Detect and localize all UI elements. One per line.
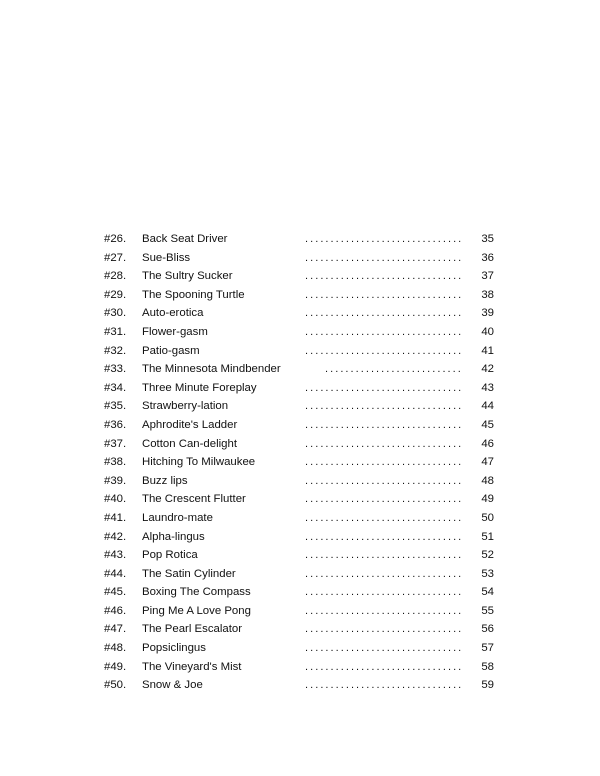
entry-number: #50. (104, 679, 127, 692)
page-number: 59 (481, 679, 494, 692)
dot-leader: ............................... (305, 456, 464, 469)
dot-leader: ............................... (305, 604, 464, 617)
page-number: 56 (481, 623, 494, 636)
dot-leader: ............................... (305, 307, 464, 320)
entry-number: #39. (104, 474, 127, 487)
entry-title: Pop Rotica (142, 549, 198, 562)
entry-number: #42. (104, 530, 127, 543)
dot-leader: ............................... (305, 288, 464, 301)
toc-entry (104, 360, 504, 379)
page-number: 40 (481, 325, 494, 338)
toc-entry (104, 565, 504, 584)
entry-number: #41. (104, 511, 127, 524)
page-number: 39 (481, 307, 494, 320)
entry-number: #38. (104, 456, 127, 469)
dot-leader: ............................... (305, 586, 464, 599)
toc-entry (104, 583, 504, 602)
page-number: 52 (481, 549, 494, 562)
dot-leader: ............................... (305, 270, 464, 283)
entry-number: #46. (104, 604, 127, 617)
entry-title: The Crescent Flutter (142, 493, 246, 506)
dot-leader: ............................... (305, 642, 464, 655)
entry-title: Laundro-mate (142, 511, 213, 524)
entry-number: #48. (104, 642, 127, 655)
entry-number: #37. (104, 437, 127, 450)
toc-entry (104, 267, 504, 286)
dot-leader: ............................... (305, 437, 464, 450)
entry-title: Alpha-lingus (142, 530, 205, 543)
entry-title: The Spooning Turtle (142, 288, 245, 301)
entry-number: #31. (104, 325, 127, 338)
toc-entry (104, 435, 504, 454)
entry-number: #45. (104, 586, 127, 599)
toc-entry (104, 397, 504, 416)
entry-title: Boxing The Compass (142, 586, 251, 599)
page-number: 41 (481, 344, 494, 357)
dot-leader: ............................... (305, 549, 464, 562)
entry-title: The Pearl Escalator (142, 623, 243, 636)
toc-entry (104, 658, 504, 677)
dot-leader: ............................... (305, 511, 464, 524)
dot-leader: ............................... (305, 567, 464, 580)
toc-entry (104, 304, 504, 323)
page-number: 50 (481, 511, 494, 524)
dot-leader: ............................... (305, 400, 464, 413)
entry-title: Sue-Bliss (142, 251, 191, 264)
toc-entry (104, 509, 504, 528)
page-number: 58 (481, 660, 494, 673)
entry-title: Aphrodite's Ladder (142, 418, 238, 431)
toc-entry (104, 453, 504, 472)
toc-entry (104, 490, 504, 509)
dot-leader: ............................... (305, 474, 464, 487)
entry-number: #27. (104, 251, 127, 264)
page-number: 49 (481, 493, 494, 506)
toc-entry (104, 230, 504, 249)
toc-entry (104, 620, 504, 639)
dot-leader: ............................... (305, 344, 464, 357)
entry-title: Auto-erotica (142, 307, 204, 320)
entry-number: #36. (104, 418, 127, 431)
page-number: 57 (481, 642, 494, 655)
page-number: 53 (481, 567, 494, 580)
entry-number: #34. (104, 381, 127, 394)
page-number: 38 (481, 288, 494, 301)
page-number: 36 (481, 251, 494, 264)
entry-title: Back Seat Driver (142, 233, 228, 245)
entry-number: #29. (104, 288, 127, 301)
table-of-contents (104, 230, 504, 695)
page-number: 48 (481, 474, 494, 487)
entry-number: #43. (104, 549, 127, 562)
entry-title: Popsiclingus (142, 642, 206, 655)
entry-title: The Vineyard's Mist (142, 660, 242, 673)
page-number: 44 (481, 400, 494, 413)
toc-entry (104, 286, 504, 305)
toc-entry (104, 323, 504, 342)
entry-number: #32. (104, 344, 127, 357)
dot-leader: ............................... (305, 623, 464, 636)
dot-leader: ............................... (305, 493, 464, 506)
toc-entry (104, 639, 504, 658)
entry-title: Three Minute Foreplay (142, 381, 257, 394)
entry-title: Ping Me A Love Pong (142, 604, 251, 617)
entry-title: Flower-gasm (142, 325, 208, 338)
toc-entry (104, 602, 504, 621)
entry-number: #28. (104, 270, 127, 283)
entry-number: #47. (104, 623, 127, 636)
page-number: 42 (481, 363, 494, 376)
page-number: 46 (481, 437, 494, 450)
entry-title: The Minnesota Mindbender (142, 363, 281, 376)
toc-entry (104, 528, 504, 547)
entry-number: #44. (104, 567, 127, 580)
dot-leader: ............................... (305, 418, 464, 431)
dot-leader: ............................... (305, 530, 464, 543)
toc-entry (104, 342, 504, 361)
dot-leader: ............................... (305, 660, 464, 673)
page-number: 37 (481, 270, 494, 283)
entry-number: #35. (104, 400, 127, 413)
dot-leader: ............................... (305, 251, 464, 264)
entry-title: Snow & Joe (142, 679, 203, 692)
toc-entry (104, 472, 504, 491)
entry-title: Cotton Can-delight (142, 437, 237, 450)
dot-leader: ........................... (325, 363, 463, 376)
entry-title: The Sultry Sucker (142, 270, 233, 283)
entry-number: #49. (104, 660, 127, 673)
entry-number: #30. (104, 307, 127, 320)
page-number: 54 (481, 586, 494, 599)
entry-title: Buzz lips (142, 474, 188, 487)
dot-leader: ............................... (305, 679, 464, 692)
dot-leader: ............................... (305, 325, 464, 338)
toc-entry (104, 249, 504, 268)
toc-entry (104, 676, 504, 695)
toc-entry (104, 379, 504, 398)
entry-title: The Satin Cylinder (142, 567, 236, 580)
page-number: 51 (481, 530, 494, 543)
page-number: 43 (481, 381, 494, 394)
entry-title: Patio-gasm (142, 344, 200, 357)
page-number: 47 (481, 456, 494, 469)
entry-number: #33. (104, 363, 127, 376)
toc-entry (104, 546, 504, 565)
entry-number: #40. (104, 493, 127, 506)
dot-leader: ............................... (305, 381, 464, 394)
entry-number: #26. (104, 233, 127, 245)
page-number: 55 (481, 604, 494, 617)
page-number: 45 (481, 418, 494, 431)
dot-leader: ............................... (305, 233, 464, 245)
entry-title: Strawberry-lation (142, 400, 229, 413)
toc-entry (104, 416, 504, 435)
entry-title: Hitching To Milwaukee (142, 456, 256, 469)
page-number: 35 (481, 233, 494, 245)
